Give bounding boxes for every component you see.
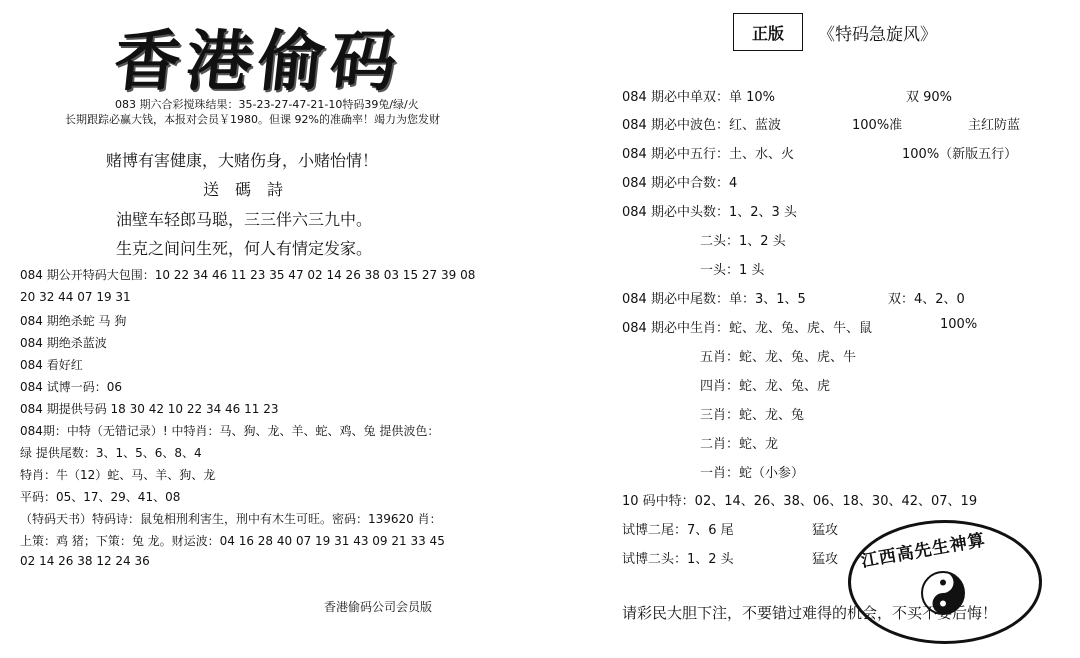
left-line: 084 期公开特码大包围：10 22 34 46 11 23 35 47 02 14 26 38 03 15 27 39 08 xyxy=(20,268,476,282)
seal-text: 江西高先生神算 xyxy=(859,530,988,572)
sum-number-line: 084 期必中合数：4 xyxy=(622,176,738,191)
four-zodiac-line: 四肖：蛇、龙、兔、虎 xyxy=(700,379,831,394)
zodiac-percent: 100% xyxy=(940,317,978,332)
left-line: 084 试博一码：06 xyxy=(20,380,122,394)
poem-line-1: 赌博有害健康，大赌伤身，小赌怡情！ xyxy=(106,151,379,170)
left-line: 绿 提供尾数：3、1、5、6、8、4 xyxy=(20,446,202,460)
left-line: （特码天书）特码诗：鼠兔相刑利害生，刑中有木生可旺。密码：139620 肖： xyxy=(20,512,442,526)
one-head-line: 一头：1 头 xyxy=(700,263,765,278)
left-line: 平码：05、17、29、41、08 xyxy=(20,490,181,504)
wave-color-percent: 100%准 xyxy=(852,118,903,133)
tail-number-line: 084 期必中尾数：单：3、1、5 xyxy=(622,292,806,307)
left-line: 084 期绝杀蓝波 xyxy=(20,336,107,350)
left-line: 特肖：牛（12）蛇、马、羊、狗、龙 xyxy=(20,468,216,482)
three-zodiac-line: 三肖：蛇、龙、兔 xyxy=(700,408,805,423)
wave-color-line: 084 期必中波色：红、蓝波 xyxy=(622,118,781,133)
trial-tails-line: 试博二尾：7、6 尾 xyxy=(622,523,734,538)
left-line: 084 期绝杀蛇 马 狗 xyxy=(20,314,127,328)
left-line: 上策：鸡 猪；下策：兔 龙。财运波：04 16 28 40 07 19 31 43 09 21 33 45 xyxy=(20,534,445,548)
trial-heads-attack: 猛攻 xyxy=(812,552,839,567)
poem-line-3: 生克之间问生死，何人有情定发家。 xyxy=(116,239,373,258)
tail-even-line: 双：4、2、0 xyxy=(888,292,965,307)
left-line: 084 期提供号码 18 30 42 10 22 34 46 11 23 xyxy=(20,402,279,416)
left-line: 20 32 44 07 19 31 xyxy=(20,290,131,304)
wave-color-note: 主红防蓝 xyxy=(968,118,1021,133)
five-elements-note: 100%（新版五行） xyxy=(902,147,1018,162)
right-footer: 请彩民大胆下注，不要错过难得的机会，不买不要后悔！ xyxy=(622,604,998,622)
one-zodiac-line: 一肖：蛇（小参） xyxy=(700,466,805,481)
five-elements-line: 084 期必中五行：土、水、火 xyxy=(622,147,794,162)
left-footer: 香港偷码公司会员版 xyxy=(324,600,433,614)
genuine-badge: 正版 xyxy=(733,13,803,51)
ten-codes-line: 10 码中特：02、14、26、38、06、18、30、42、07、19 xyxy=(622,494,978,509)
poem-heading: 送 碼 詩 xyxy=(203,180,284,199)
left-line: 084期：中特（无错记录）! 中特肖：马、狗、龙、羊、蛇、鸡、兔 提供波色： xyxy=(20,424,440,438)
left-line: 084 看好红 xyxy=(20,358,83,372)
trial-tails-attack: 猛攻 xyxy=(812,523,839,538)
previous-result-line: 083 期六合彩搅珠结果：35-23-27-47-21-10特码39兔/绿/火 xyxy=(115,98,419,111)
promo-line: 长期跟踪必赢大钱，本报对会员￥1980。但课 92%的准确率！竭力为您发财 xyxy=(65,113,440,126)
poem-line-2: 油壁车轻郎马聪，三三伴六三九中。 xyxy=(116,210,373,229)
even-percent: 双 90% xyxy=(906,90,953,105)
two-zodiac-line: 二肖：蛇、龙 xyxy=(700,437,779,452)
odd-even-line: 084 期必中单双：单 10% xyxy=(622,90,775,105)
zodiac-line: 084 期必中生肖：蛇、龙、兔、虎、牛、鼠 xyxy=(622,321,872,336)
two-heads-line: 二头：1、2 头 xyxy=(700,234,786,249)
trial-heads-line: 试博二头：1、2 头 xyxy=(622,552,734,567)
five-zodiac-line: 五肖：蛇、龙、兔、虎、牛 xyxy=(700,350,857,365)
head-number-line: 084 期必中头数：1、2、3 头 xyxy=(622,205,797,220)
left-line: 02 14 26 38 12 24 36 xyxy=(20,554,150,568)
masthead-title: 香港偷码 xyxy=(110,22,407,100)
right-heading: 《特码急旋风》 xyxy=(818,25,937,45)
